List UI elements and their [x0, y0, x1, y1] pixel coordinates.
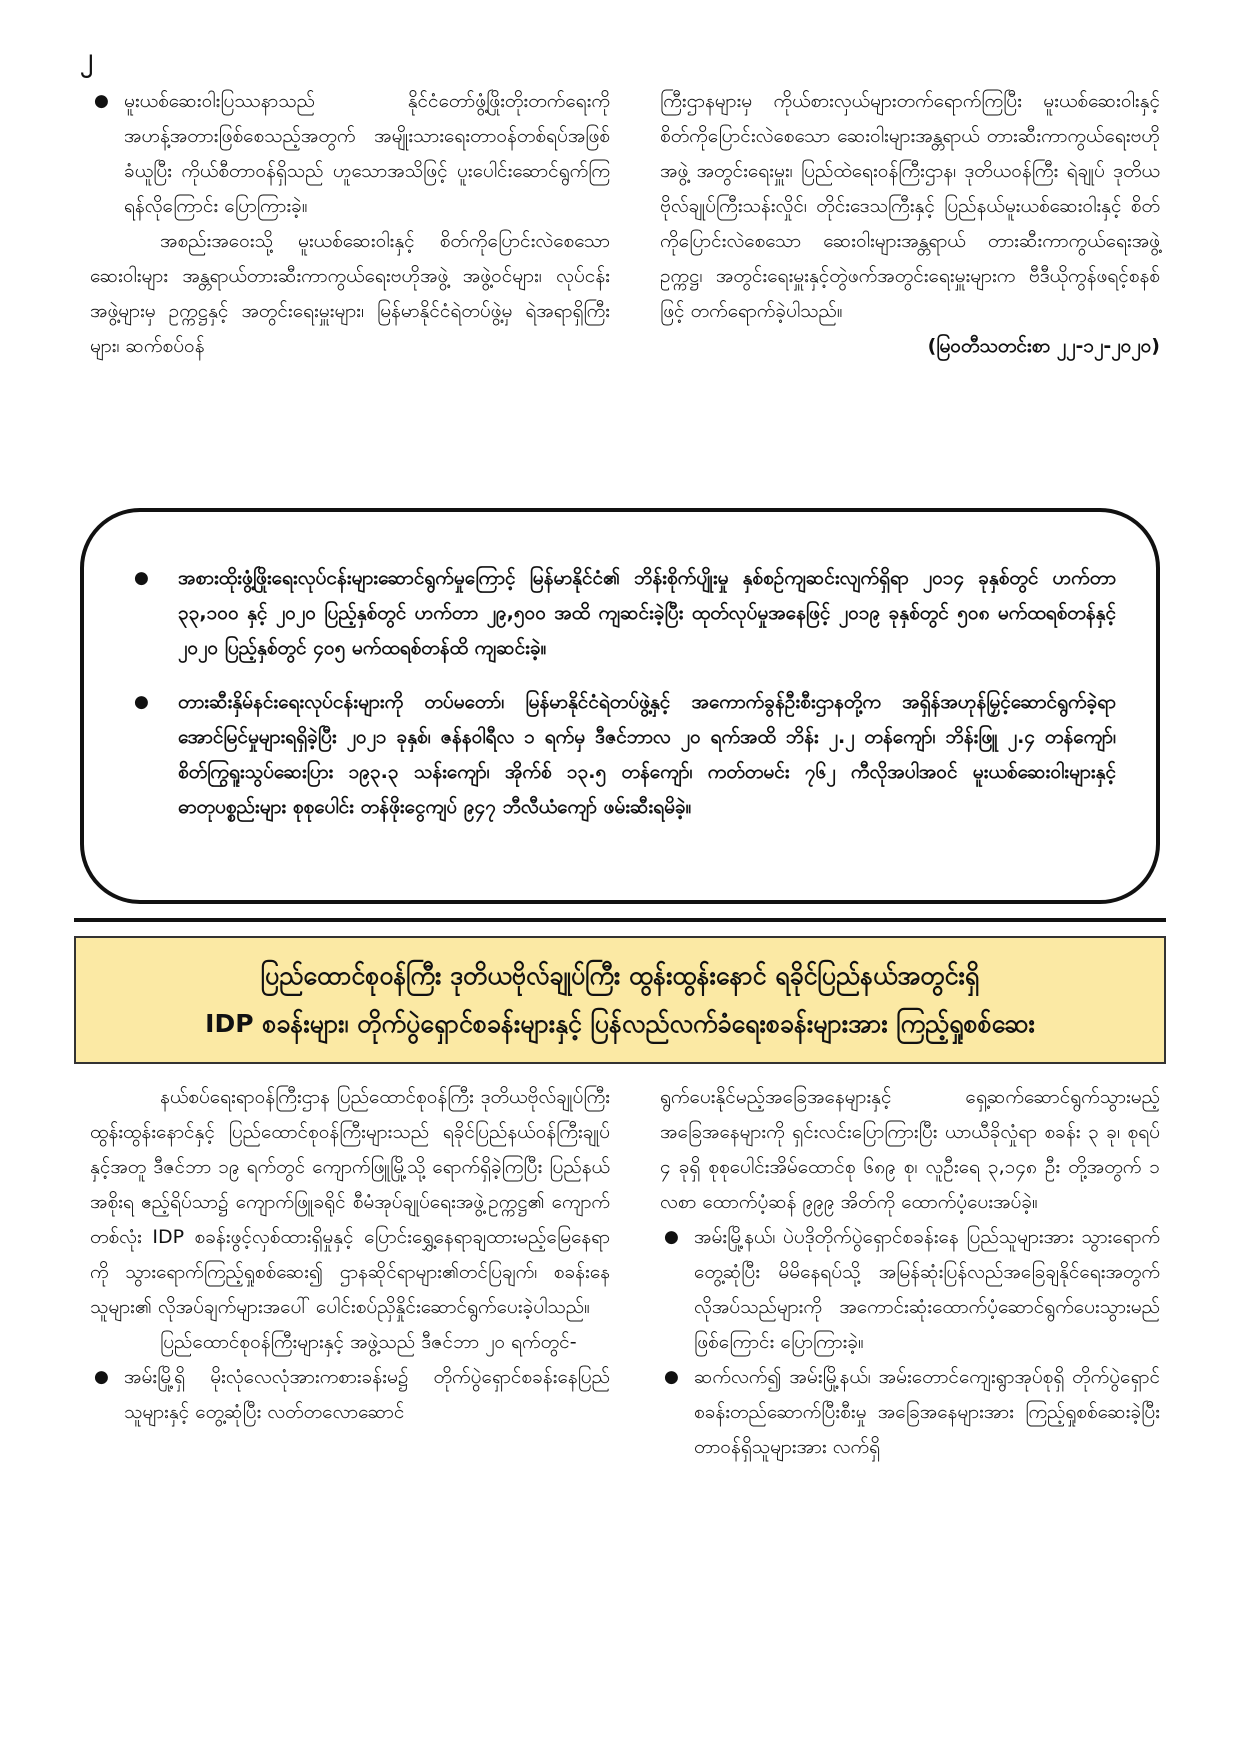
- paragraph: နယ်စပ်ရေးရာဝန်ကြီးဌာန ပြည်ထောင်စုဝန်ကြီး ဒုတိယဗိုလ်ချုပ်ကြီးထွန်းထွန်းနောင်နှင့် ပြည်ထောင်စုဝန်ကြီးများသည် ရခိုင်ပြည်နယ်ဝန်ကြီးချုပ်နှင့်အတူ ဒီဇင်ဘာ ၁၉ ရက်တွင် ကျောက်ဖြူမြို့သို့ ရောက်ရှိခဲ့ကြပြီး ပြည်နယ်အစိုးရ ဧည့်ရိပ်သာ၌ ကျောက်ဖြူခရိုင် စီမံအုပ်ချုပ်ရေးအဖွဲ့ဥက္ကဋ္ဌ၏ ကျောက်တစ်လုံး IDP စခန်းဖွင့်လှစ်ထားရှိမှုနှင့် ပြောင်းရွှေ့နေရာချထားမည့်မြေနေရာကို သွားရောက်ကြည့်ရှုစစ်ဆေး၍ ဌာနဆိုင်ရာများ၏တင်ပြချက်၊ စခန်းနေသူများ၏ လိုအပ်ချက်များအပေါ် ပေါင်းစပ်ညှိနှိုင်းဆောင်ရွက်ပေးခဲ့ပါသည်။: [90, 1086, 610, 1318]
- paragraph: ရွက်ပေးနိုင်မည့်အခြေအနေများနှင့် ရှေ့ဆက်ဆောင်ရွက်သွားမည့်အခြေအနေများကို ရှင်းလင်းပြောကြားပြီး ယာယီခိုလှုံရာ စခန်း ၃ ခု၊ စုရပ် ၄ ခုရှိ စုစုပေါင်းအိမ်ထောင်စု ၆၈၉ စု၊ လူဦးရေ ၃,၁၄၈ ဦး တို့အတွက် ၁ လစာ ထောက်ပံ့ဆန် ၉၉၉ အိတ်ကို ထောက်ပံ့ပေးအပ်ခဲ့။: [660, 1086, 1160, 1213]
- section-divider: [74, 918, 1166, 922]
- list-item: ● မူးယစ်ဆေးဝါးပြဿနာသည် နိုင်ငံတော်ဖွံ့ဖြိုးတိုးတက်ရေးကို အဟန့်အတားဖြစ်စေသည့်အတွက် အမျိုးသားရေးတာဝန်တစ်ရပ်အဖြစ်ခံယူပြီး ကိုယ်စီတာဝန်ရှိသည် ဟူသောအသိဖြင့် ပူးပေါင်းဆောင်ရွက်ကြရန်လိုကြောင်း ပြောကြားခဲ့။: [90, 84, 610, 224]
- article-headline: [74, 936, 1166, 1064]
- source-citation: (မြဝတီသတင်းစာ ၂၂-၁၂-၂၀၂၀): [927, 335, 1160, 357]
- list-item: ● အမ်းမြို့နယ်၊ ပဲပဒိုတိုက်ပွဲရှောင်စခန်းနေ ပြည်သူများအား သွားရောက်တွေ့ဆုံပြီး မိမိနေရပ်သို့ အမြန်ဆုံးပြန်လည်အခြေချနိုင်ရေးအတွက် လိုအပ်သည်များကို အကောင်းဆုံးထောက်ပံ့ဆောင်ရွက်ပေးသွားမည်ဖြစ်ကြောင်း ပြောကြားခဲ့။: [660, 1220, 1160, 1360]
- paragraph: ပြည်ထောင်စုဝန်ကြီးများနှင့် အဖွဲ့သည် ဒီဇင်ဘာ ၂၀ ရက်တွင်-: [160, 1331, 577, 1353]
- list-item: ● ဆက်လက်၍ အမ်းမြို့နယ်၊ အမ်းတောင်ကျေးရွာအုပ်စုရှိ တိုက်ပွဲရှောင်စခန်းတည်ဆောက်ပြီးစီးမှု အခြေအနေများအား ကြည့်ရှုစစ်ဆေးခဲ့ပြီး တာဝန်ရှိသူများအား လက်ရှိ: [660, 1360, 1160, 1465]
- paragraph: ကြီးဌာနများမှ ကိုယ်စားလှယ်များတက်ရောက်ကြပြီး မူးယစ်ဆေးဝါးနှင့် စိတ်ကိုပြောင်းလဲစေသော ဆေးဝါးများအန္တရာယ် တားဆီးကာကွယ်ရေးဗဟိုအဖွဲ့ အတွင်းရေးမှူး၊ ပြည်ထဲရေးဝန်ကြီးဌာန၊ ဒုတိယဝန်ကြီး ရဲချုပ် ဒုတိယဗိုလ်ချုပ်ကြီးသန်းလှိုင်၊ တိုင်းဒေသကြီးနှင့် ပြည်နယ်မူးယစ်ဆေးဝါးနှင့် စိတ်ကိုပြောင်းလဲစေသော ဆေးဝါးများအန္တရာယ် တားဆီးကာကွယ်ရေးအဖွဲ့ ဥက္ကဋ္ဌ၊ အတွင်းရေးမှူးနှင့်တွဲဖက်အတွင်းရေးမှူးများက ဗီဒီယိုကွန်ဖရင့်စနစ်ဖြင့် တက်ရောက်ခဲ့ပါသည်။: [660, 90, 1160, 322]
- top-right-column: [660, 84, 1160, 364]
- page-number: ၂: [80, 43, 93, 73]
- list-item: ● အမ်းမြို့ရှိ မိုးလုံလေလုံအားကစားခန်းမ၌ တိုက်ပွဲရှောင်စခန်းနေပြည်သူများနှင့် တွေ့ဆုံပြီး လတ်တလောဆောင်: [90, 1360, 610, 1430]
- highlight-box: [80, 508, 1160, 904]
- highlight-item: ● တားဆီးနှိမ်နင်းရေးလုပ်ငန်းများကို တပ်မတော်၊ မြန်မာနိုင်ငံရဲတပ်ဖွဲ့နှင့် အကောက်ခွန်ဦးစီးဌာနတို့က အရှိန်အဟုန်မြှင့်ဆောင်ရွက်ခဲ့ရာ အောင်မြင်မှုများရရှိခဲ့ပြီး ၂၀၂၁ ခုနှစ်၊ ဇန်နဝါရီလ ၁ ရက်မှ ဒီဇင်ဘာလ ၂၀ ရက်အထိ ဘိန်း ၂.၂ တန်ကျော်၊ ဘိန်းဖြူ ၂.၄ တန်ကျော်၊ စိတ်ကြွရူးသွပ်ဆေးပြား ၁၉၃.၃ သန်းကျော်၊ အိုက်စ် ၁၃.၅ တန်ကျော်၊ ကတ်တမင်း ၇၆၂ ကီလိုအပါအဝင် မူးယစ်ဆေးဝါးများနှင့် ဓာတုပစ္စည်းများ စုစုပေါင်း တန်ဖိုးငွေကျပ် ၉၄၇ ဘီလီယံကျော် ဖမ်းဆီးရမိခဲ့။: [124, 685, 1116, 825]
- highlight-item: ● အစားထိုးဖွံ့ဖြိုးရေးလုပ်ငန်းများဆောင်ရွက်မှုကြောင့် မြန်မာနိုင်ငံ၏ ဘိန်းစိုက်ပျိုးမှု နှစ်စဉ်ကျဆင်းလျက်ရှိရာ ၂၀၁၄ ခုနှစ်တွင် ဟက်တာ ၃၃,၁၀၀ နှင့် ၂၀၂၀ ပြည့်နှစ်တွင် ဟက်တာ ၂၉,၅၀၀ အထိ ကျဆင်းခဲ့ပြီး ထုတ်လုပ်မှုအနေဖြင့် ၂၀၁၉ ခုနှစ်တွင် ၅၀၈ မက်ထရစ်တန်နှင့် ၂၀၂၀ ပြည့်နှစ်တွင် ၄၀၅ မက်ထရစ်တန်ထိ ကျဆင်းခဲ့။: [124, 561, 1116, 666]
- headline-line-2: IDP စခန်းများ၊ တိုက်ပွဲရှောင်စခန်းများနှင့် ပြန်လည်လက်ခံရေးစခန်းများအား ကြည့်ရှုစစ်ဆေး: [205, 1009, 1035, 1038]
- bottom-left-column: [90, 1080, 610, 1430]
- headline-line-1: ပြည်ထောင်စုဝန်ကြီး ဒုတိယဗိုလ်ချုပ်ကြီး ထွန်းထွန်းနောင် ရခိုင်ပြည်နယ်အတွင်းရှိ: [260, 961, 980, 990]
- paragraph: အစည်းအဝေးသို့ မူးယစ်ဆေးဝါးနှင့် စိတ်ကိုပြောင်းလဲစေသောဆေးဝါးများ အန္တရာယ်တားဆီးကာကွယ်ရေးဗဟိုအဖွဲ့ အဖွဲ့ဝင်များ၊ လုပ်ငန်းအဖွဲ့များမှ ဥက္ကဋ္ဌနှင့် အတွင်းရေးမှူးများ၊ မြန်မာနိုင်ငံရဲတပ်ဖွဲ့မှ ရဲအရာရှိကြီးများ၊ ဆက်စပ်ဝန်: [90, 230, 610, 357]
- bottom-right-column: [660, 1080, 1160, 1465]
- top-left-column: [90, 84, 610, 364]
